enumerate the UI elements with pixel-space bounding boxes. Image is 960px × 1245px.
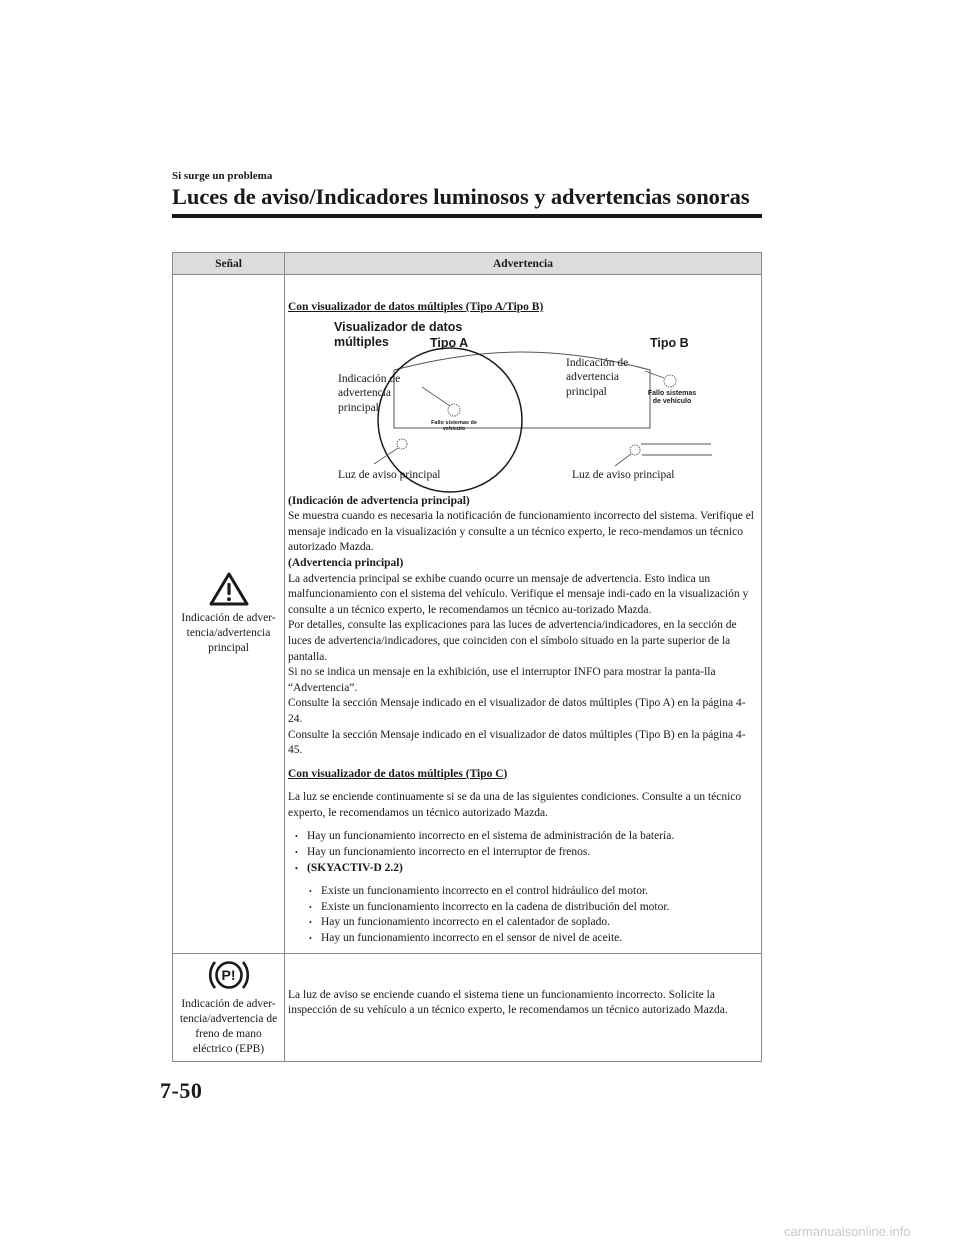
type-a-label: Tipo A	[430, 335, 469, 350]
warning-cell	[285, 275, 762, 954]
warning-cell	[285, 953, 762, 1061]
table-row	[173, 953, 762, 1061]
column-header-signal: Señal	[173, 253, 285, 275]
list-item: • Hay un funcionamiento incorrecto en el sistema de administración de la batería.	[295, 829, 757, 845]
title-rule	[172, 214, 762, 218]
warning-table	[172, 252, 762, 1062]
heading-type-c: Con visualizador de datos múltiples (Tipo C)	[288, 767, 508, 780]
list-item: • Hay un funcionamiento incorrecto en el calentador de soplado.	[309, 915, 757, 931]
page-title: Luces de aviso/Indicadores luminosos y advertencias sonoras	[172, 184, 750, 209]
signal-label: Indicación de adver-tencia/advertencia de freno de mano eléctrico (EPB)	[179, 997, 278, 1055]
indicator-label-type-b: Indicación de advertencia principal	[566, 356, 629, 398]
text-type-c: La luz se enciende continuamente si se da una de las siguientes condiciones. Consulte a un técnico experto, le recomendamos un técnico autorizado Mazda.	[288, 791, 742, 819]
list-item: • Existe un funcionamiento incorrecto en la cadena de distribución del motor.	[309, 900, 757, 916]
list-item: • Existe un funcionamiento incorrecto en el control hidráulico del motor.	[309, 884, 757, 900]
light-label-type-a: Luz de aviso principal	[338, 468, 441, 481]
subheading-indication: (Indicación de advertencia principal)	[288, 494, 470, 507]
parking-brake-icon-text: P!	[221, 966, 236, 983]
light-label-type-b: Luz de aviso principal	[572, 468, 675, 481]
heading-type-ab: Con visualizador de datos múltiples (Tipo A/Tipo B)	[288, 301, 544, 313]
fallo-text-type-a: Fallo sistemas de vehículo	[431, 419, 477, 433]
parking-brake-warning-icon	[206, 958, 252, 992]
list-item: • (SKYACTIV-D 2.2)	[295, 861, 757, 877]
section-label: Si surge un problema	[172, 170, 273, 182]
signal-cell	[173, 953, 285, 1061]
condition-list	[295, 829, 757, 876]
watermark: carmanualsonline.info	[784, 1224, 911, 1239]
text-reference-type-a: Consulte la sección Mensaje indicado en el visualizador de datos múltiples (Tipo A) en la página 4-24.	[288, 697, 746, 725]
text-epb: La luz de aviso se enciende cuando el sistema tiene un funcionamiento incorrecto. Solicite la inspección de su vehículo a un técnico experto, le recomendamos un técnico autorizado Mazda.	[288, 988, 728, 1017]
warning-triangle-icon	[208, 571, 250, 607]
page-number: 7-50	[160, 1078, 203, 1103]
fallo-text-type-b: Fallo sistemas de vehículo	[647, 389, 697, 405]
text-reference-type-b: Consulte la sección Mensaje indicado en el visualizador de datos múltiples (Tipo B) en la página 4-45.	[288, 728, 746, 757]
signal-cell	[173, 275, 285, 954]
condition-sublist	[309, 884, 757, 946]
type-b-label: Tipo B	[650, 335, 689, 350]
table-row	[173, 275, 762, 954]
list-item: • Hay un funcionamiento incorrecto en el sensor de nivel de aceite.	[309, 931, 757, 947]
table-header-row	[173, 253, 762, 275]
display-diagram	[288, 318, 757, 494]
column-header-warning: Advertencia	[285, 253, 762, 275]
indicator-label-type-a: Indicación de advertencia principal	[338, 372, 401, 414]
text-indication: Se muestra cuando es necesaria la notificación de funcionamiento incorrecto del sistema. Verifique el mensaje indicado en la visualización y consulte a un técnico experto, le reco-mendamos un técnico autorizado Mazda.	[288, 510, 754, 554]
display-label: Visualizador de datos múltiples	[334, 319, 463, 349]
list-item: • Hay un funcionamiento incorrecto en el interruptor de frenos.	[295, 845, 757, 861]
text-info-switch: Si no se indica un mensaje en la exhibición, use el interruptor INFO para mostrar la panta-lla “Advertencia”.	[288, 666, 716, 694]
text-principal: La advertencia principal se exhibe cuando ocurre un mensaje de advertencia. Esto indica un malfuncionamiento con el sistema del vehículo. Verifique el mensaje indi-cado en la visualización y consulte a un técnico experto, le recomendamos un técnico au-torizado Mazda.	[288, 572, 749, 616]
signal-label: Indicación de adver-tencia/advertencia principal	[181, 612, 276, 655]
text-details: Por detalles, consulte las explicaciones para las luces de advertencia/indicadores, en la sección de luces de advertencia/indicadores, que coinciden con el símbolo situado en la parte superior de la pantalla.	[288, 619, 737, 663]
subheading-principal: (Advertencia principal)	[288, 556, 404, 569]
